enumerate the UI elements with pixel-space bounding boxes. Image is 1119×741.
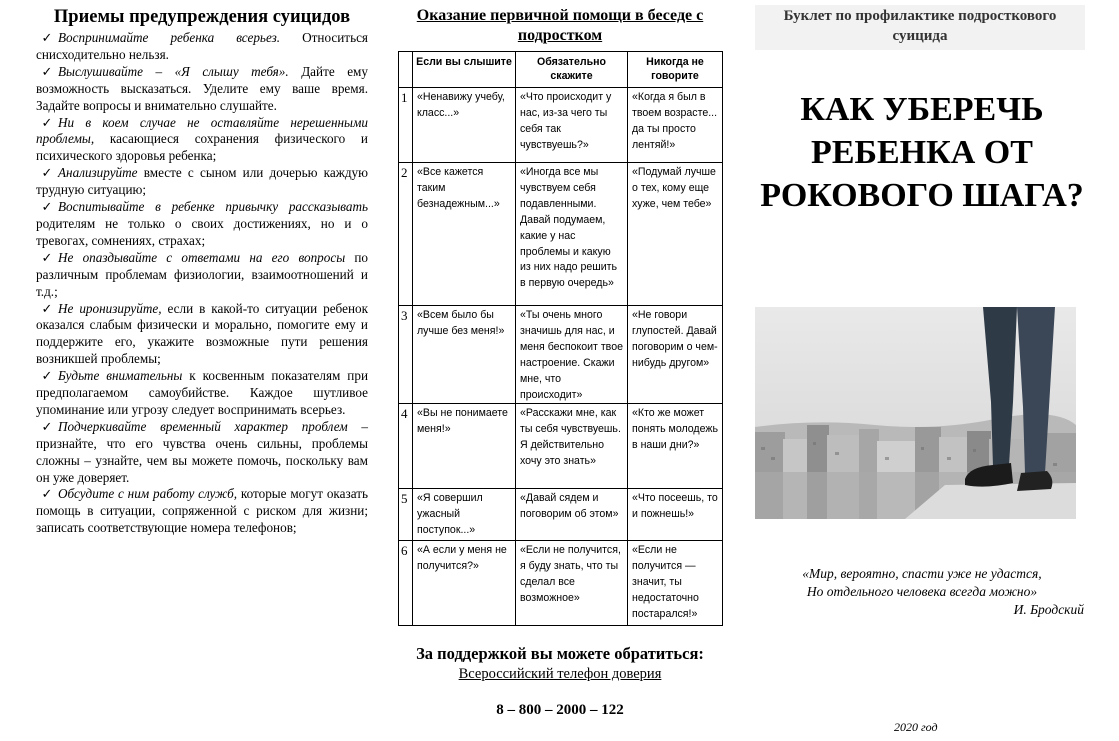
tip-emphasis: Воспринимайте ребенка всерьез.: [58, 30, 281, 45]
tip-item: [36, 115, 368, 166]
cover-title: КАК УБЕРЕЧЬ РЕБЕНКА ОТ РОКОВОГО ШАГА?: [760, 91, 1084, 214]
cell-never: «Когда я был в твоем возрасте... да ты просто лентяй!»: [628, 88, 723, 163]
quote-line-2: Но отдельного человека всегда можно»: [806, 584, 1038, 599]
tip-text: к косвенным показателям при предполагаемом самоубийстве. Каждое шутливое упоминание или угрозу следует воспринимать всерьез.: [36, 368, 369, 417]
quote-line-1: «Мир, вероятно, спасти уже не удастся,: [802, 566, 1042, 581]
tip-item: [36, 301, 368, 369]
support-title: За поддержкой вы можете обратиться:: [416, 644, 704, 663]
tip-text: вместе с сыном или дочерью каждую трудную ситуацию;: [36, 165, 368, 198]
checkmark-icon: ✓: [41, 249, 53, 265]
table-row: [399, 489, 723, 541]
cell-say: «Ты очень много значишь для нас, и меня беспокоит твое настроение. Скажи мне, что происходит»: [516, 306, 628, 404]
checkmark-icon: ✓: [41, 165, 53, 181]
tip-item: [36, 64, 368, 115]
tips-title: Приемы предупреждения суицидов: [53, 7, 351, 27]
tip-emphasis: Не иронизируйте,: [58, 300, 162, 316]
table-title: Оказание первичной помощи в беседе с подростком: [416, 7, 704, 44]
cell-never: «Если не получится — значит, ты недостаточно постарался!»: [628, 541, 723, 626]
checkmark-icon: ✓: [41, 368, 53, 384]
table-row: [399, 541, 723, 626]
cell-say: «Что происходит у нас, из-за чего ты себя так чувствуешь?»: [516, 88, 628, 163]
photo-shoe-right: [1017, 471, 1052, 491]
hotline-phone: 8 – 800 – 2000 – 122: [496, 702, 624, 718]
table-row: [399, 88, 723, 163]
tip-item: [36, 199, 368, 250]
cell-say: «Иногда все мы чувствуем себя подавленными. Давай подумаем, какие у нас проблемы и какую из них надо решить в первую очередь»: [516, 163, 628, 306]
quote-author: И. Бродский: [1013, 602, 1084, 617]
tip-text: – признайте, что его чувства очень сильны, проблемы сложны – узнайте, чем вы можете помочь, поскольку вам он уже доверяет.: [36, 418, 368, 485]
checkmark-icon: ✓: [41, 63, 53, 79]
cell-never: «Не говори глупостей. Давай поговорим о чем-нибудь другом»: [628, 306, 723, 404]
tip-text: которые могут оказать помощь в ситуации, сопряженной с риском для жизни; записать соответствующие номера телефонов;: [36, 486, 368, 536]
tip-item: [36, 368, 368, 419]
row-number: 3: [399, 306, 413, 404]
table-row: [399, 163, 723, 306]
header-say: Обязательно скажите: [516, 52, 628, 88]
header-never: Никогда не говорите: [628, 52, 723, 88]
tip-text: Дайте ему возможность высказаться. Уделите ему ваше время. Задайте вопросы и внимательно слушайте.: [36, 63, 368, 113]
row-number: 5: [399, 489, 413, 541]
cell-never: «Подумай лучше о тех, кому еще хуже, чем тебе»: [628, 163, 723, 306]
cell-hear: «Ненавижу учебу, класс...»: [413, 88, 516, 163]
tip-text: родителям не только о своих достижениях, но и о тревогах, сомнениях, страхах;: [36, 215, 368, 248]
header-hear: Если вы слышите: [413, 52, 516, 88]
tip-emphasis: Будьте внимательны: [58, 368, 183, 384]
tip-item: [36, 165, 368, 199]
cover-photo: [755, 307, 1076, 519]
checkmark-icon: ✓: [41, 418, 53, 434]
booklet-label: Буклет по профилактике подросткового суицида: [755, 5, 1085, 50]
tip-text: если в какой-то ситуации ребенок оказался слабым физически и морально, помогите ему и поддержите его, укажите возможные пути решения возникшей проблемы;: [36, 300, 369, 367]
tip-emphasis: Воспитывайте в ребенке привычку рассказывать: [58, 199, 368, 215]
tip-text: Относиться снисходительно нельзя.: [36, 30, 368, 62]
checkmark-icon: ✓: [41, 30, 53, 45]
cell-never: «Что посеешь, то и пожнешь!»: [628, 489, 723, 541]
tip-item: [36, 419, 368, 487]
tip-item: [36, 486, 368, 537]
row-number: 4: [399, 404, 413, 489]
quote-block: [760, 565, 1084, 619]
tip-emphasis: Не опаздывайте с ответами на его вопросы: [58, 249, 346, 265]
checkmark-icon: ✓: [41, 300, 53, 316]
cell-say: «Давай сядем и поговорим об этом»: [516, 489, 628, 541]
cell-hear: «Всем было бы лучше без меня!»: [413, 306, 516, 404]
conversation-table: [398, 51, 723, 626]
header-number: [399, 52, 413, 88]
tip-emphasis: Выслушивайте – «Я слышу тебя».: [58, 63, 289, 79]
cell-say: «Расскажи мне, как ты себя чувствуешь. Я действительно хочу это знать»: [516, 404, 628, 489]
cell-never: «Кто же может понять молодежь в наши дни?»: [628, 404, 723, 489]
cell-hear: «Вы не понимаете меня!»: [413, 404, 516, 489]
tip-text: по различным проблемам физиологии, взаимоотношений и т.д.;: [36, 249, 368, 299]
tip-item: [36, 30, 368, 64]
tip-emphasis: Анализируйте: [58, 165, 138, 181]
table-header-row: [399, 52, 723, 88]
cell-say: «Если не получится, я буду знать, что ты сделал все возможное»: [516, 541, 628, 626]
checkmark-icon: ✓: [41, 199, 53, 215]
tip-emphasis: Ни в коем случае не оставляйте нерешенными проблемы,: [36, 114, 368, 147]
cell-hear: «Все кажется таким безнадежным...»: [413, 163, 516, 306]
hotline-link[interactable]: Всероссийский телефон доверия: [458, 666, 662, 682]
row-number: 1: [399, 88, 413, 163]
table-row: [399, 404, 723, 489]
tip-emphasis: Подчеркивайте временный характер проблем: [58, 418, 348, 434]
cell-hear: «Я совершил ужасный поступок...»: [413, 489, 516, 541]
cell-hear: «А если у меня не получится?»: [413, 541, 516, 626]
middle-column: [398, 6, 722, 718]
table-row: [399, 306, 723, 404]
checkmark-icon: ✓: [41, 114, 53, 130]
tips-list: [36, 30, 368, 537]
left-column: [36, 6, 368, 537]
booklet-year: 2020 год: [894, 720, 938, 734]
checkmark-icon: ✓: [41, 486, 53, 502]
row-number: 6: [399, 541, 413, 626]
tip-emphasis: Обсудите с ним работу служб,: [58, 486, 238, 502]
tip-item: [36, 250, 368, 301]
tip-text: касающиеся сохранения физического и психического здоровья ребенка;: [36, 131, 368, 164]
row-number: 2: [399, 163, 413, 306]
support-block: [398, 643, 722, 719]
